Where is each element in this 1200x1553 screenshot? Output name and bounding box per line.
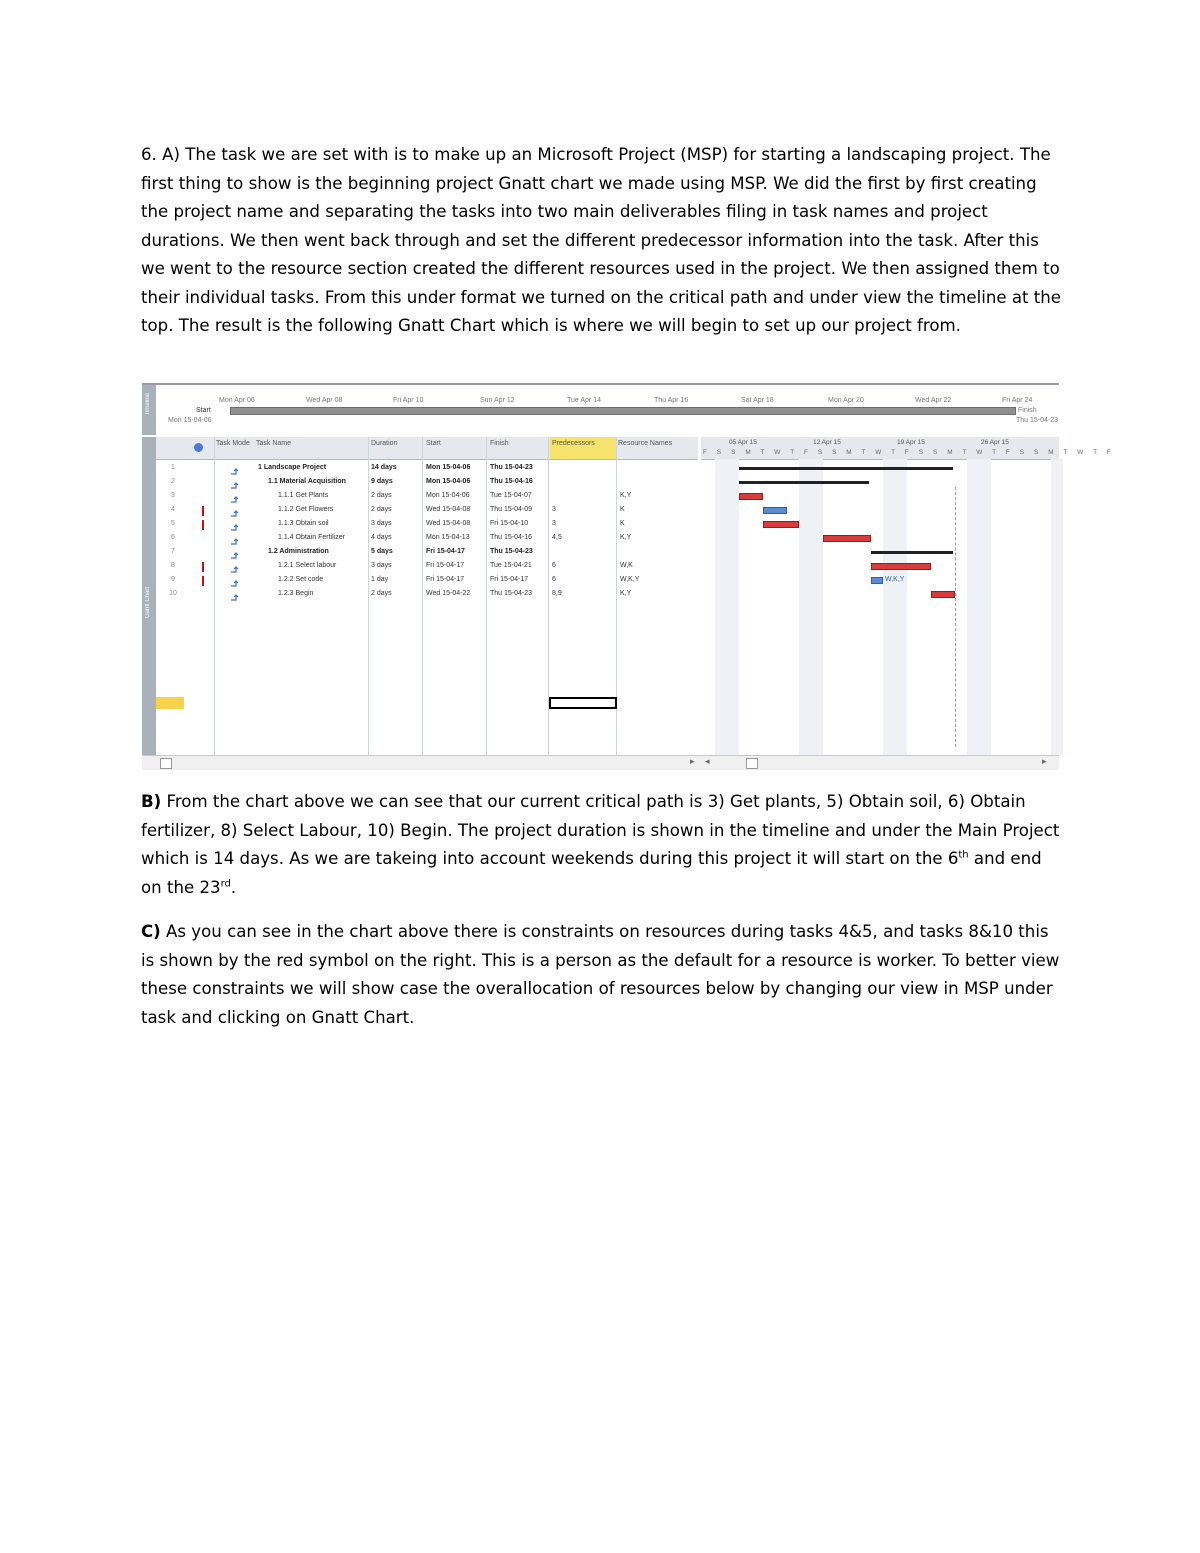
selected-cell[interactable] bbox=[549, 697, 617, 709]
task-duration: 2 days bbox=[371, 492, 392, 499]
gantt-sidebar-label: Gantt Chart bbox=[145, 587, 151, 619]
task-name: 1.2 Administration bbox=[268, 548, 329, 555]
task-finish: Fri 15-04-10 bbox=[490, 520, 529, 527]
task-duration: 2 days bbox=[371, 590, 392, 597]
task-predecessors: 3 bbox=[552, 520, 556, 527]
task-finish: Thu 15-04-09 bbox=[490, 506, 533, 513]
horizontal-scrollbar[interactable] bbox=[142, 755, 1059, 770]
task-duration: 4 days bbox=[371, 534, 392, 541]
paragraph-b-end: . bbox=[230, 877, 237, 897]
task-bar[interactable] bbox=[763, 521, 799, 528]
task-finish: Thu 15-04-23 bbox=[490, 548, 533, 555]
paragraph-b-text: From the chart above we can see that our current critical path is 3) Get plants, 5) Obtain soil, 6) Obtain fertilizer, 8) Select Labour, 10) Begin. The project duration is shown in the timeline and under the Main Project which is 14 days. As we are takeing into account weekends during this project it will start on the 6 bbox=[141, 792, 1060, 868]
task-mode-icon bbox=[230, 491, 240, 501]
bar-resource-label: W,K,Y bbox=[885, 576, 905, 583]
row-number: 9 bbox=[171, 576, 175, 583]
gantt-sidebar bbox=[142, 437, 156, 755]
row-number: 3 bbox=[171, 492, 175, 499]
task-predecessors: 4,5 bbox=[552, 534, 562, 541]
task-finish: Thu 15-04-16 bbox=[490, 534, 533, 541]
paragraph-b-sup2: rd bbox=[220, 877, 231, 889]
task-predecessors: 6 bbox=[552, 576, 556, 583]
row-number: 8 bbox=[171, 562, 175, 569]
timeline-start-date: Mon 15-04-06 bbox=[168, 417, 212, 424]
table-row[interactable] bbox=[156, 476, 698, 490]
table-row[interactable] bbox=[156, 490, 698, 504]
row-number: 2 bbox=[171, 478, 175, 485]
task-bar[interactable] bbox=[763, 507, 787, 514]
paragraph-a: 6. A) The task we are set with is to make up an Microsoft Project (MSP) for starting a landscaping project. The first thing to show is the beginning project Gnatt chart we made using MSP. We did the first by first creating the project name and separating the tasks into two main deliverables filing in task names and project durations. We then went back through and set the different predecessor information into the task. After this we went to the resource section created the different resources used in the project. We then assigned them to their individual tasks. From this under format we turned on the critical path and under view the timeline at the top. The result is the following Gnatt Chart which is where we will begin to set up our project from. bbox=[141, 145, 1062, 335]
task-start: Wed 15-04-08 bbox=[426, 506, 471, 513]
task-resources: K bbox=[620, 506, 625, 513]
col-resource-names[interactable]: Resource Names bbox=[618, 440, 673, 447]
task-mode-icon bbox=[230, 533, 240, 543]
task-table bbox=[156, 437, 698, 755]
timeline-date: Wed Apr 08 bbox=[306, 397, 343, 404]
paragraph-c-text: As you can see in the chart above there is constraints on resources during tasks 4&5, and tasks 8&10 this is shown by the red symbol on the right. This is a person as the default for a resource is worker. To better view these constraints we will show case the overallocation of resources below by changing our view in MSP under task and clicking on Gnatt Chart. bbox=[141, 922, 1060, 1027]
timeline-date: Tue Apr 14 bbox=[567, 397, 601, 404]
overallocation-icon bbox=[202, 506, 204, 516]
task-duration: 2 days bbox=[371, 506, 392, 513]
paragraph-b bbox=[141, 788, 1061, 902]
summary-bar[interactable] bbox=[739, 481, 869, 484]
timeline-bar[interactable] bbox=[230, 407, 1016, 415]
row-number: 5 bbox=[171, 520, 175, 527]
col-predecessors[interactable]: Predecessors bbox=[550, 437, 616, 459]
timeline-start-label: Start bbox=[196, 407, 211, 414]
project-finish-line bbox=[955, 487, 956, 747]
paragraph-c-prefix: C) bbox=[141, 922, 161, 941]
task-mode-icon bbox=[230, 561, 240, 571]
table-row[interactable] bbox=[156, 588, 698, 602]
row-number: 10 bbox=[169, 590, 177, 597]
task-resources: W,K bbox=[620, 562, 633, 569]
overallocation-icon bbox=[202, 562, 204, 572]
day-letters: F S S M T W T F S S M T W T F S S M T W T F S S M T W T F bbox=[703, 449, 1115, 456]
task-finish: Thu 15-04-23 bbox=[490, 590, 533, 597]
info-icon bbox=[194, 443, 203, 452]
task-start: Fri 15-04-17 bbox=[426, 548, 465, 555]
summary-bar[interactable] bbox=[739, 467, 953, 470]
scroll-end-arrow-icon[interactable]: ▸ bbox=[1042, 756, 1047, 766]
task-mode-icon bbox=[230, 477, 240, 487]
row-number: 1 bbox=[171, 464, 175, 471]
col-finish[interactable]: Finish bbox=[490, 440, 509, 447]
week-label: 26 Apr 15 bbox=[981, 439, 1009, 446]
task-mode-icon bbox=[230, 519, 240, 529]
selected-row-marker bbox=[156, 697, 184, 709]
col-task-name[interactable]: Task Name bbox=[256, 440, 292, 447]
timeline bbox=[156, 385, 1059, 435]
row-number: 4 bbox=[171, 506, 175, 513]
task-bar[interactable] bbox=[823, 535, 871, 542]
table-row[interactable] bbox=[156, 462, 698, 476]
weekend-shade bbox=[799, 459, 811, 755]
task-name: 1.1.2 Get Flowers bbox=[278, 506, 334, 513]
task-name: 1.2.2 Set code bbox=[278, 576, 324, 583]
table-row[interactable] bbox=[156, 546, 698, 560]
task-start: Mon 15-04-06 bbox=[426, 464, 471, 471]
task-predecessors: 6 bbox=[552, 562, 556, 569]
row-number: 7 bbox=[171, 548, 175, 555]
task-duration: 3 days bbox=[371, 520, 392, 527]
timeline-sidebar-label: Timeline bbox=[145, 393, 151, 416]
task-name: 1.2.3 Begin bbox=[278, 590, 314, 597]
timeline-date: Mon Apr 06 bbox=[219, 397, 255, 404]
task-finish: Fri 15-04-17 bbox=[490, 576, 529, 583]
task-predecessors: 8,9 bbox=[552, 590, 562, 597]
timeline-finish-label: Finish bbox=[1018, 407, 1037, 414]
task-duration: 3 days bbox=[371, 562, 392, 569]
msp-gantt-screenshot bbox=[142, 383, 1115, 769]
task-name: 1.1 Material Acquisition bbox=[268, 478, 346, 485]
scroll-right-arrow-icon[interactable]: ▸ bbox=[690, 756, 695, 766]
table-row[interactable] bbox=[156, 532, 698, 546]
task-name: 1.2.1 Select labour bbox=[278, 562, 337, 569]
summary-bar[interactable] bbox=[871, 551, 953, 554]
week-label: 12 Apr 15 bbox=[813, 439, 841, 446]
weekend-shade bbox=[811, 459, 823, 755]
task-duration: 14 days bbox=[371, 464, 397, 471]
timeline-finish-date: Thu 15-04-23 bbox=[1016, 417, 1059, 424]
timeline-date: Sun Apr 12 bbox=[480, 397, 515, 404]
timeline-date: Fri Apr 10 bbox=[393, 397, 424, 404]
col-duration[interactable]: Duration bbox=[371, 440, 398, 447]
weekend-shade bbox=[715, 459, 727, 755]
task-bar[interactable] bbox=[739, 493, 763, 500]
task-duration: 9 days bbox=[371, 478, 393, 485]
weekend-shade bbox=[727, 459, 739, 755]
weekend-shade bbox=[1051, 459, 1063, 755]
task-bar[interactable] bbox=[871, 577, 883, 584]
week-label: 19 Apr 15 bbox=[897, 439, 925, 446]
task-start: Mon 15-04-06 bbox=[426, 478, 471, 485]
task-duration: 5 days bbox=[371, 548, 393, 555]
task-mode-icon bbox=[230, 505, 240, 515]
task-name: 1 Landscape Project bbox=[258, 464, 327, 471]
table-row[interactable] bbox=[156, 560, 698, 574]
task-mode-icon bbox=[230, 575, 240, 585]
gantt-chart bbox=[701, 437, 1115, 755]
task-name: 1.1.4 Obtain Fertilizer bbox=[278, 534, 345, 541]
table-row[interactable] bbox=[156, 518, 698, 532]
paragraph-b-mid: and end on the 23 bbox=[141, 849, 1042, 897]
overallocation-icon bbox=[202, 520, 204, 530]
task-start: Wed 15-04-08 bbox=[426, 520, 471, 527]
overallocation-icon bbox=[202, 576, 204, 586]
task-name: 1.1.3 Obtain soil bbox=[278, 520, 329, 527]
weekend-shade bbox=[979, 459, 991, 755]
scroll-thumb-left[interactable] bbox=[160, 758, 172, 769]
timeline-sidebar bbox=[142, 385, 156, 435]
timeline-date: Sat Apr 18 bbox=[741, 397, 774, 404]
scroll-thumb-right[interactable] bbox=[746, 758, 758, 769]
scroll-left-arrow-icon[interactable]: ◂ bbox=[705, 756, 710, 766]
col-start[interactable]: Start bbox=[426, 440, 441, 447]
task-finish: Thu 15-04-16 bbox=[490, 478, 533, 485]
task-resources: K bbox=[620, 520, 625, 527]
task-duration: 1 day bbox=[371, 576, 389, 583]
week-label: 05 Apr 15 bbox=[729, 439, 757, 446]
task-resources: K,Y bbox=[620, 534, 632, 541]
row-number: 6 bbox=[171, 534, 175, 541]
timeline-date: Fri Apr 24 bbox=[1002, 397, 1033, 404]
task-start: Mon 15-04-06 bbox=[426, 492, 470, 499]
task-bar[interactable] bbox=[871, 563, 931, 570]
task-mode-icon bbox=[230, 463, 240, 473]
paragraph-b-prefix: B) bbox=[141, 792, 162, 811]
task-predecessors: 3 bbox=[552, 506, 556, 513]
task-mode-icon bbox=[230, 589, 240, 599]
paragraph-b-sup1: th bbox=[958, 849, 969, 861]
task-resources: K,Y bbox=[620, 590, 632, 597]
weekend-shade bbox=[883, 459, 895, 755]
table-row[interactable] bbox=[156, 504, 698, 518]
task-name: 1.1.1 Get Plants bbox=[278, 492, 329, 499]
task-finish: Tue 15-04-21 bbox=[490, 562, 532, 569]
task-finish: Tue 15-04-07 bbox=[490, 492, 532, 499]
task-start: Fri 15-04-17 bbox=[426, 576, 465, 583]
task-bar[interactable] bbox=[931, 591, 955, 598]
timeline-date: Mon Apr 20 bbox=[828, 397, 864, 404]
task-resources: K,Y bbox=[620, 492, 632, 499]
task-start: Mon 15-04-13 bbox=[426, 534, 470, 541]
table-row[interactable] bbox=[156, 574, 698, 588]
task-start: Wed 15-04-22 bbox=[426, 590, 471, 597]
col-task-mode[interactable]: Task Mode bbox=[216, 440, 250, 447]
paragraph-c bbox=[141, 918, 1061, 1032]
weekend-shade bbox=[967, 459, 979, 755]
timeline-date: Wed Apr 22 bbox=[915, 397, 952, 404]
task-finish: Thu 15-04-23 bbox=[490, 464, 533, 471]
task-mode-icon bbox=[230, 547, 240, 557]
task-start: Fri 15-04-17 bbox=[426, 562, 465, 569]
timeline-date: Thu Apr 16 bbox=[654, 397, 689, 404]
task-resources: W,K,Y bbox=[620, 576, 640, 583]
weekend-shade bbox=[895, 459, 907, 755]
